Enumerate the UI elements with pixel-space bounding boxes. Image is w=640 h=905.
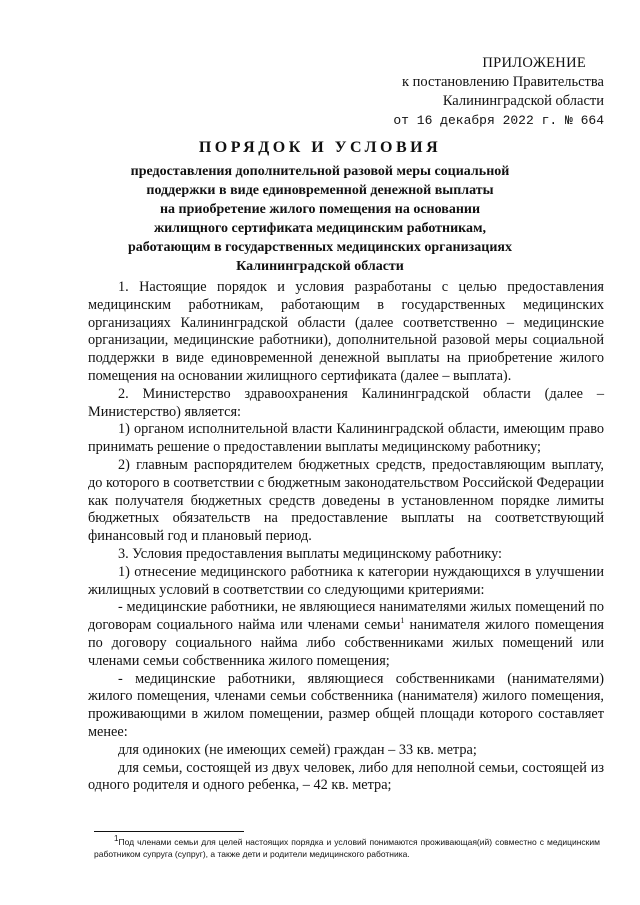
document-subtitle: [60, 162, 580, 276]
paragraph: 3. Условия предоставления выплаты медицинскому работнику:: [118, 545, 503, 562]
annex-header: [374, 54, 604, 130]
subtitle-line: на приобретение жилого помещения на основании: [159, 202, 481, 217]
subtitle-line: жилищного сертификата медицинским работникам,: [153, 221, 487, 236]
subtitle-line: Калининградской области: [236, 259, 404, 274]
footnote-separator: [94, 831, 244, 832]
paragraph: 1. Настоящие порядок и условия разработаны с целью предоставления медицинским работникам, работающим в государственных медицинских организациях Калининградской области (далее соответственно – медицинские организации, медицинские работники), дополнительной разовой меры социальной поддержки в виде единовременной денежной выплаты на приобретение жилого помещения на основании жилищного сертификата (далее – выплата).: [88, 279, 604, 384]
paragraph-text: - медицинские работники, не являющиеся нанимателями жилых помещений по договорам социального найма или членами семьи: [88, 599, 604, 634]
document-body: [88, 279, 604, 795]
paragraph-text: нанимателя жилого помещения по договору социального найма либо собственниками жилых помещений или членами семьи собственника жилого помещения;: [88, 617, 604, 669]
subtitle-line: поддержки в виде единовременной денежной выплаты: [146, 183, 494, 198]
paragraph-with-footnote: [88, 599, 604, 670]
paragraph: - медицинские работники, являющиеся собственниками (нанимателями) жилого помещения, членами семьи собственника (нанимателя) жилого помещения, проживающими в жилом помещении, размер общей площади которого составляет менее:: [88, 670, 604, 740]
footnote-mark: 1: [114, 834, 119, 844]
paragraph: для семьи, состоящей из двух человек, либо для неполной семьи, состоящей из одного родителя и одного ребенка, – 42 кв. метра;: [88, 759, 604, 794]
annex-line-2: Калининградской области: [442, 93, 604, 109]
paragraph: 2. Министерство здравоохранения Калининградской области (далее – Министерство) является:: [88, 385, 604, 420]
paragraph: 1) отнесение медицинского работника к категории нуждающихся в улучшении жилищных условий в соответствии со следующими критериями:: [88, 563, 604, 598]
paragraph: для одиноких (не имеющих семей) граждан – 33 кв. метра;: [118, 741, 477, 758]
subtitle-line: работающим в государственных медицинских организациях: [128, 240, 512, 255]
footnote-reference: 1: [400, 616, 405, 626]
annex-title: ПРИЛОЖЕНИЕ: [482, 55, 586, 71]
annex-date-line: от 16 декабря 2022 г. № 664: [393, 113, 604, 128]
paragraph: 1) органом исполнительной власти Калининградской области, имеющим право принимать решение о предоставлении выплаты медицинскому работнику;: [88, 421, 604, 456]
subtitle-line: предоставления дополнительной разовой меры социальной: [130, 164, 510, 179]
annex-line-1: к постановлению Правительства: [402, 74, 604, 90]
document-title: ПОРЯДОК И УСЛОВИЯ: [198, 139, 442, 156]
paragraph: 2) главным распорядителем бюджетных средств, предоставляющим выплату, до которого в соответствии с бюджетным законодательством Российской Федерации как получателя бюджетных средств доведены в установленном порядке лимиты бюджетных обязательств на предоставление выплаты на соответствующий финансовый год и плановый период.: [88, 456, 604, 545]
footnote: [94, 836, 600, 860]
footnote-text: Под членами семьи для целей настоящих порядка и условий понимаются проживающая(ий) совместно с медицинским работником супруга (супруг), а также дети и родители медицинского работника.: [94, 837, 600, 859]
